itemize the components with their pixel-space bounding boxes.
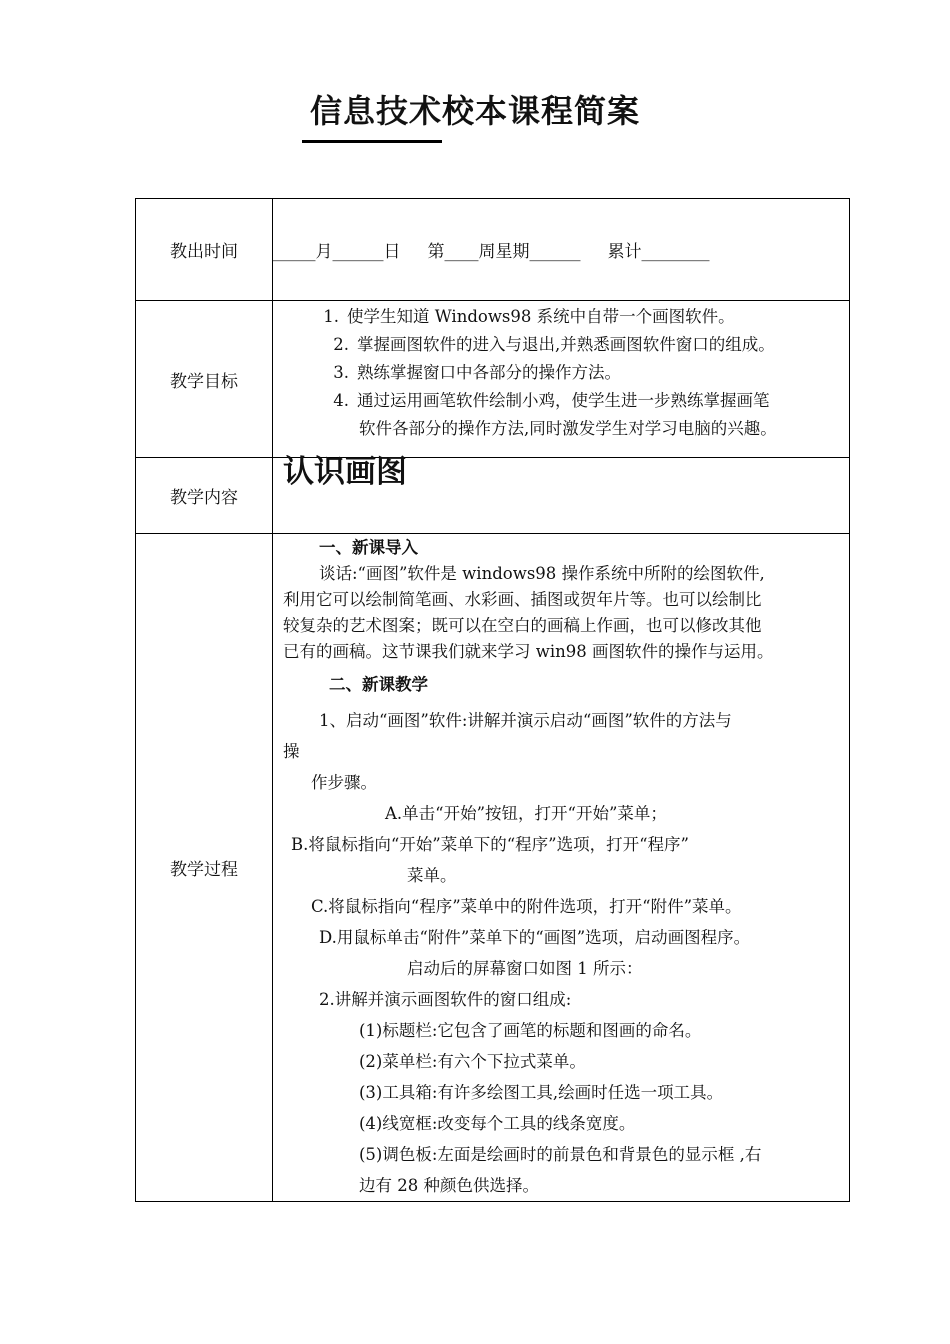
teaching-process-cell [273, 534, 850, 1202]
intro-line: 已有的画稿。这节课我们就来学习 win98 画图软件的操作与运用。 [283, 642, 774, 661]
label-teaching-time: 教出时间 [136, 199, 273, 301]
goal-item: 4. 通过运用画笔软件绘制小鸡，使学生进一步熟练掌握画笔 [333, 391, 770, 410]
row-teaching-time [136, 199, 850, 301]
section-heading-intro: 一、新课导入 [319, 538, 418, 557]
teaching-content-cell [273, 454, 850, 534]
lesson-plan-table [135, 198, 850, 1202]
step-2: 2.讲解并演示画图软件的窗口组成: [319, 990, 572, 1009]
title-underline [302, 140, 442, 143]
intro-line: 较复杂的艺术图案；既可以在空白的画稿上作画，也可以修改其他 [283, 616, 762, 635]
row-teaching-content [136, 458, 850, 534]
label-teaching-goals: 教学目标 [136, 301, 273, 458]
row-teaching-goals [136, 301, 850, 458]
component-item: (2)菜单栏:有六个下拉式菜单。 [359, 1052, 586, 1071]
row-teaching-process [136, 534, 850, 1202]
component-item-wrap: 边有 28 种颜色供选择。 [359, 1176, 539, 1195]
goal-item: 2. 掌握画图软件的进入与退出,并熟悉画图软件窗口的组成。 [333, 335, 775, 354]
intro-line: 利用它可以绘制简笔画、水彩画、插图或贺年片等。也可以绘制比 [283, 590, 762, 609]
label-teaching-content: 教学内容 [136, 458, 273, 534]
teaching-goals-cell [273, 301, 850, 458]
step-c: C.将鼠标指向“程序”菜单中的附件选项，打开“附件”菜单。 [311, 897, 742, 916]
component-item: (3)工具箱:有许多绘图工具,绘画时任选一项工具。 [359, 1083, 724, 1102]
component-item: (1)标题栏:它包含了画笔的标题和图画的命名。 [359, 1021, 702, 1040]
step-1-wrap: 操 [283, 742, 300, 761]
component-item: (4)线宽框:改变每个工具的线条宽度。 [359, 1114, 636, 1133]
step-a: A.单击“开始”按钮，打开“开始”菜单； [385, 804, 667, 823]
step-b-wrap: 菜单。 [407, 866, 457, 885]
goal-item: 1. 使学生知道 Windows98 系统中自带一个画图软件。 [323, 307, 735, 326]
goals-list [273, 301, 849, 443]
component-item: (5)调色板:左面是绘画时的前景色和背景色的显示框 ,右 [359, 1145, 762, 1164]
step-1-wrap: 作步骤。 [311, 773, 377, 792]
section-heading-teaching: 二、新课教学 [329, 675, 428, 694]
page-title: 信息技术校本课程简案 [309, 92, 640, 130]
step-1: 1、启动“画图”软件:讲解并演示启动“画图”软件的方法与 [319, 711, 732, 730]
process-body [273, 534, 849, 1201]
step-b: B.将鼠标指向“开始”菜单下的“程序”选项，打开“程序” [291, 835, 689, 854]
label-teaching-process: 教学过程 [136, 534, 273, 1202]
step-d: D.用鼠标单击“附件”菜单下的“画图”选项，启动画图程序。 [319, 928, 751, 947]
intro-line: 谈话:“画图”软件是 windows98 操作系统中所附的绘图软件, [319, 564, 765, 583]
teaching-time-fields: _____月______日 第____周星期______ 累计________ [273, 199, 850, 301]
step-d-wrap: 启动后的屏幕窗口如图 1 所示： [407, 959, 643, 978]
content-heading: 认识画图 [283, 454, 407, 490]
goal-item-continuation: 软件各部分的操作方法,同时激发学生对学习电脑的兴趣。 [359, 419, 777, 438]
goal-item: 3. 熟练掌握窗口中各部分的操作方法。 [333, 363, 621, 382]
